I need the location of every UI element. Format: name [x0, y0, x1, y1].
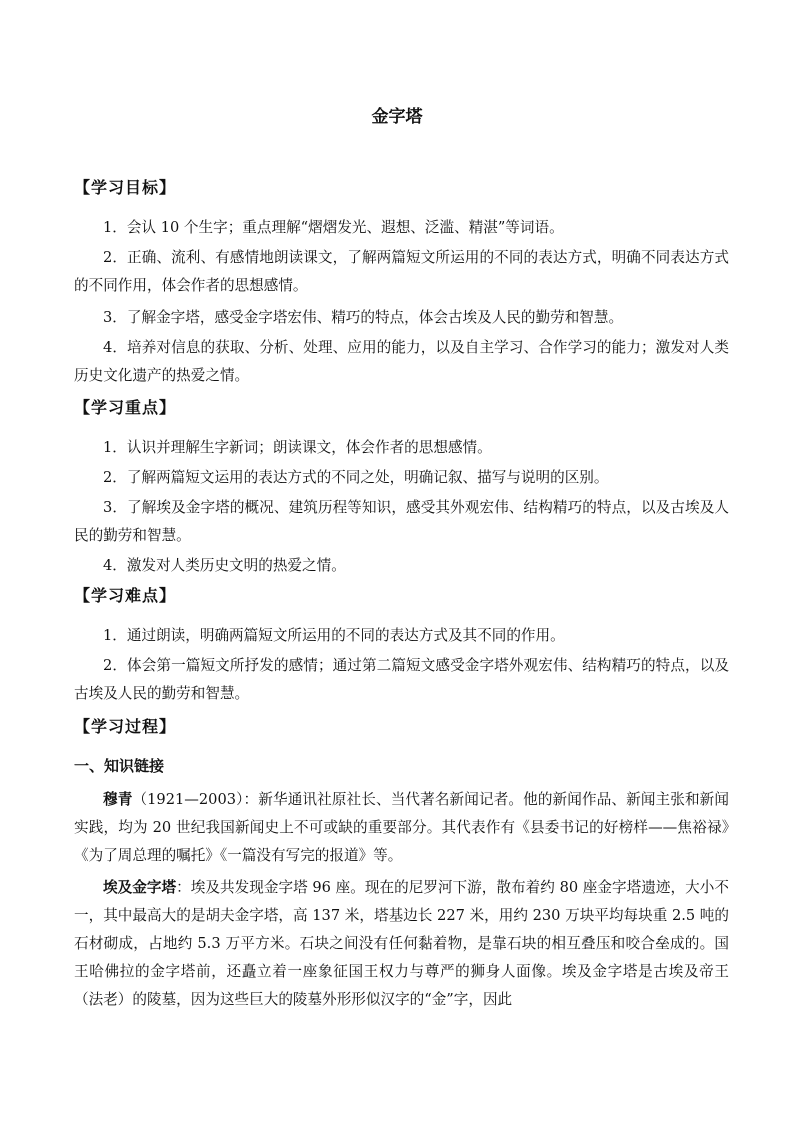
difficulty-item-1: 1．通过朗读，明确两篇短文所运用的不同的表达方式及其不同的作用。: [103, 627, 565, 644]
entry-term: 埃及金字塔: [103, 879, 177, 896]
knowledge-entry-mu-qing: [74, 786, 729, 870]
knowledge-entry-egypt-pyramids: [74, 874, 729, 1014]
entry-text: ：埃及共发现金字塔 96 座。现在的尼罗河下游，散布着约 80 座金字塔遗迹，大小不一，其中最高大的是胡夫金字塔，高 137 米，塔基边长 227 米，用约 230 万块平均每块重 2.5 吨的石材砌成，占地约 5.3 万平方米。石块之间没有任何黏着物，是靠石块的相互叠压和咬合垒成的。国王哈佛拉的金字塔前，还矗立着一座象征国王权力与尊严的狮身人面像。埃及金字塔是古埃及帝王（法老）的陵墓，因为这些巨大的陵墓外形形似汉字的“金”字，因此: [74, 879, 729, 1008]
difficulty-item-2: 2．体会第一篇短文所抒发的感情；通过第二篇短文感受金字塔外观宏伟、结构精巧的特点，以及古埃及人民的勤劳和智慧。: [74, 657, 729, 702]
section-heading-key-points: 【学习重点】: [74, 398, 177, 417]
goal-item-3: 3．了解金字塔，感受金字塔宏伟、精巧的特点，体会古埃及人民的勤劳和智慧。: [103, 309, 624, 326]
key-point-item-3: 3．了解埃及金字塔的概况、建筑历程等知识，感受其外观宏伟、结构精巧的特点，以及古埃及人民的勤劳和智慧。: [74, 499, 729, 544]
document-title: 金字塔: [371, 107, 423, 127]
goal-item-4: 4．培养对信息的获取、分析、处理、应用的能力，以及自主学习、合作学习的能力；激发对人类历史文化遗产的热爱之情。: [74, 339, 729, 384]
section-heading-learning-goals: 【学习目标】: [74, 178, 177, 197]
entry-term: 穆青: [103, 791, 133, 808]
section-heading-difficulties: 【学习难点】: [74, 586, 177, 605]
key-point-item-4: 4．激发对人类历史文明的热爱之情。: [103, 557, 346, 574]
key-point-item-2: 2．了解两篇短文运用的表达方式的不同之处，明确记叙、描写与说明的区别。: [103, 469, 609, 486]
entry-text: （1921—2003）：新华通讯社原社长、当代著名新闻记者。他的新闻作品、新闻主张和新闻实践，均为 20 世纪我国新闻史上不可或缺的重要部分。其代表作有《县委书记的好榜样——焦裕禄》《为了周总理的嘱托》《一篇没有写完的报道》等。: [74, 791, 729, 864]
key-point-item-1: 1．认识并理解生字新词；朗读课文，体会作者的思想感情。: [103, 439, 492, 456]
goal-item-1: 1．会认 10 个生字；重点理解“熠熠发光、遐想、泛滥、精湛”等词语。: [103, 219, 564, 236]
goal-item-2: 2．正确、流利、有感情地朗读课文，了解两篇短文所运用的不同的表达方式，明确不同表达方式的不同作用，体会作者的思想感情。: [74, 249, 729, 294]
section-heading-learning-process: 【学习过程】: [74, 717, 177, 736]
subheading-knowledge-link: 一、知识链接: [74, 757, 165, 775]
